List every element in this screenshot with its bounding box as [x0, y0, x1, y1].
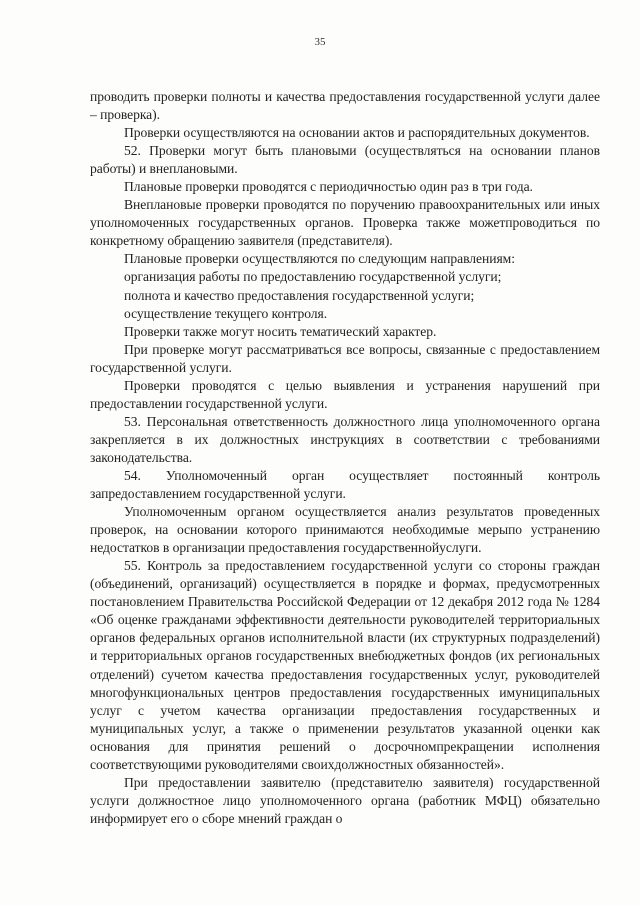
page-number: 35	[314, 36, 326, 48]
paragraph: 55. Контроль за предоставлением государственной услуги со стороны граждан (объединений, организаций) осуществляется в порядке и формах, предусмотренных постановлением Правительства Российской Федерации от 12 декабря 2012 года № 1284 «Об оценке гражданами эффективности деятельности руководителей территориальных органов федеральных органов исполнительной власти (их структурных подразделений) и территориальных органов государственных внебюджетных фондов (их региональных отделений) сучетом качества предоставления государственных услуг, руководителей многофункциональных центров предоставления государственных имуниципальных услуг с учетом качества организации предоставления государственных и муниципальных услуг, а также о применении результатов указанной оценки как основания для принятия решений о досрочномпрекращении исполнения соответствующими руководителями своихдолжностных обязанностей».	[90, 558, 600, 772]
paragraph: 53. Персональная ответственность должностного лица уполномоченного органа закрепляется в их должностных инструкциях в соответствии с требованиями законодательства.	[90, 413, 600, 465]
paragraph: При предоставлении заявителю (представителю заявителя) государственной услуги должностное лицо уполномоченного органа (работник МФЦ) обязательно информирует его о сборе мнений граждан о	[90, 774, 600, 826]
list-item: полнота и качество предоставления государственной услуги;	[124, 287, 475, 303]
paragraph: Проверки проводятся с целью выявления и устранения нарушений при предоставлении государственной услуги.	[90, 377, 600, 411]
paragraph: Внеплановые проверки проводятся по поручению правоохранительных или иных уполномоченных государственных органов. Проверка также можетпроводиться по конкретному обращению заявителя (представителя).	[90, 197, 600, 249]
list-item: осуществление текущего контроля.	[124, 305, 328, 321]
paragraph: Проверки также могут носить тематический характер.	[124, 323, 437, 339]
paragraph: Уполномоченным органом осуществляется анализ результатов проведенных проверок, на основании которого принимаются необходимые мерыпо устранению недостатков в организации предоставления государственнойуслуги.	[90, 504, 600, 556]
document-body	[90, 88, 600, 828]
paragraph: Плановые проверки осуществляются по следующим направлениям:	[124, 251, 515, 267]
paragraph: 52. Проверки могут быть плановыми (осуществляться на основании планов работы) и внеплановыми.	[90, 143, 600, 177]
list-item: организация работы по предоставлению государственной услуги;	[124, 269, 502, 285]
paragraph: проводить проверки полноты и качества предоставления государственной услуги далее – проверка).	[90, 89, 600, 123]
paragraph: При проверке могут рассматриваться все вопросы, связанные с предоставлением государственной услуги.	[90, 341, 600, 375]
paragraph: 54. Уполномоченный орган осуществляет постоянный контроль запредоставлением государственной услуги.	[90, 467, 600, 502]
paragraph: Плановые проверки проводятся с периодичностью один раз в три года.	[124, 179, 533, 195]
paragraph: Проверки осуществляются на основании актов и распорядительных документов.	[124, 125, 590, 141]
